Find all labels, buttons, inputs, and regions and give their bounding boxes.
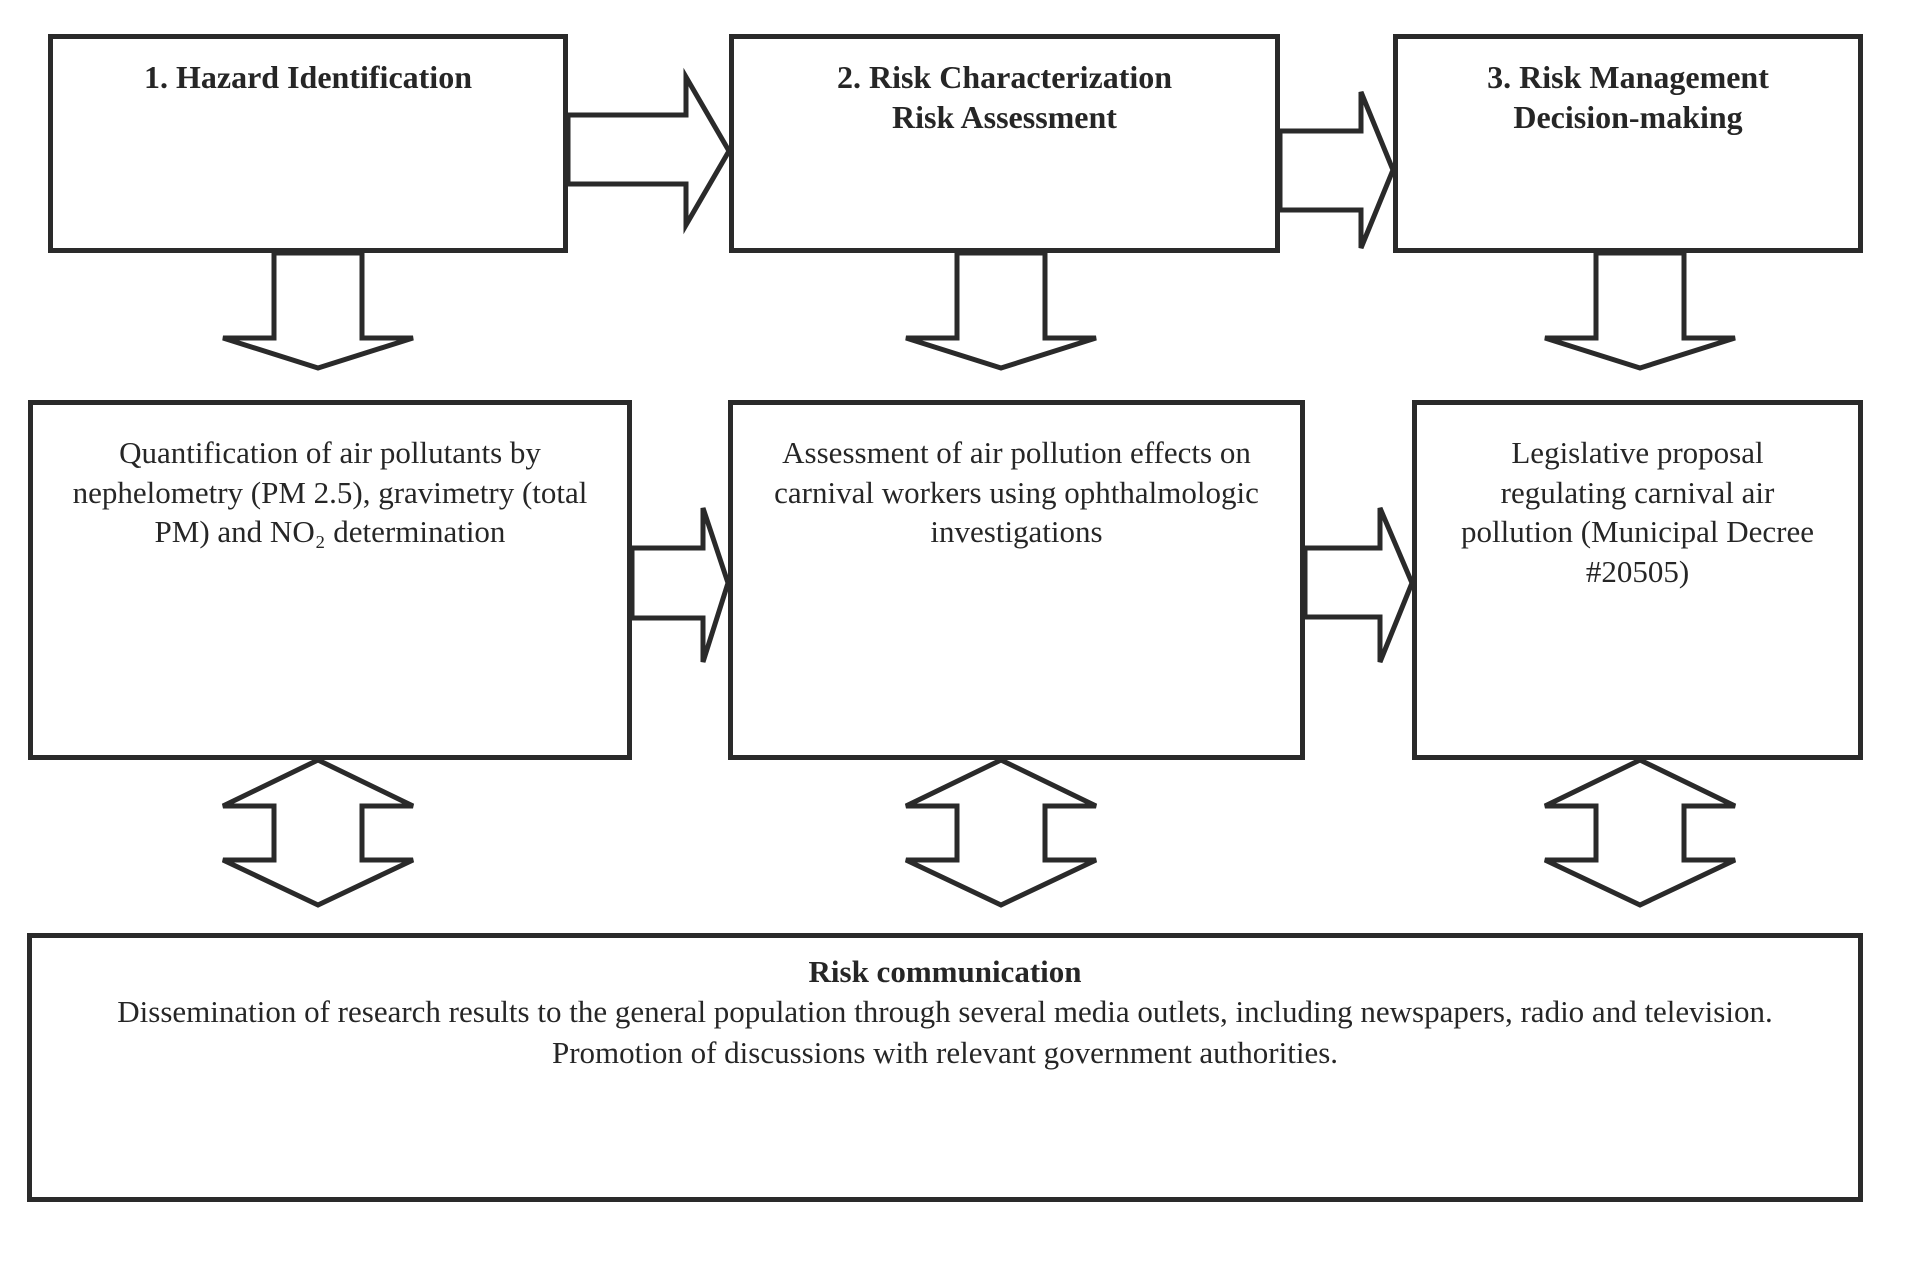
box-risk-management-title (1398, 39, 1858, 137)
box-assessment (728, 400, 1305, 760)
block-arrow-down-step1 (223, 253, 413, 368)
box-risk-communication-body: Dissemination of research results to the general population through several media outlets, including newspapers, radio and television. Promotion of discussions with relevant government authorities. (117, 994, 1773, 1071)
box-hazard-identification-title (53, 39, 563, 97)
box-hazard-identification (48, 34, 568, 253)
box-assessment-text: Assessment of air pollution effects on carnival workers using ophthalmologic investigations (774, 435, 1259, 550)
box-quantification-text: Quantification of air pollutants by nephelometry (PM 2.5), gravimetry (total PM) and NO₂ determination (72, 435, 588, 550)
title-line: 1. Hazard Identification (144, 59, 472, 95)
title-line: Decision-making (1513, 99, 1743, 135)
double-arrow-assessment-communication (906, 760, 1096, 905)
title-line: 3. Risk Management (1487, 59, 1769, 95)
block-arrow-down-step2 (906, 253, 1096, 368)
block-arrow-quantification-to-assessment (632, 508, 728, 662)
box-legislative-proposal (1412, 400, 1863, 760)
title-line: Risk Assessment (892, 99, 1117, 135)
double-arrow-legislative-communication (1545, 760, 1735, 905)
box-risk-management (1393, 34, 1863, 253)
title-line: 2. Risk Characterization (836, 59, 1173, 95)
double-arrow-quantification-communication (223, 760, 413, 905)
box-risk-communication (27, 933, 1863, 1202)
box-risk-characterization-title (734, 39, 1275, 137)
box-legislative-proposal-text: Legislative proposal regulating carnival air pollution (Municipal Decree #20505) (1461, 435, 1814, 590)
box-risk-communication-title: Risk communication (808, 954, 1082, 989)
block-arrow-down-step3 (1545, 253, 1735, 368)
box-risk-characterization (729, 34, 1280, 253)
block-arrow-step1-to-step2 (568, 77, 729, 225)
block-arrow-step2-to-step3 (1280, 92, 1393, 248)
block-arrow-assessment-to-legislative (1305, 508, 1412, 662)
box-quantification (28, 400, 632, 760)
